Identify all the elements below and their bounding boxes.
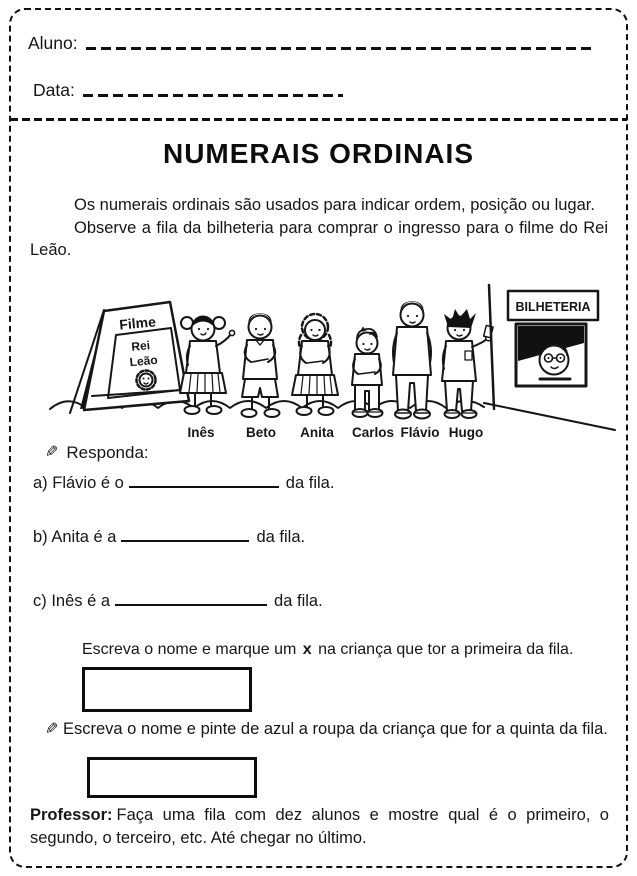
ticket-booth [508,291,598,386]
child-anita [292,314,338,415]
lion-face [137,371,156,390]
name-label-beto: Beto [246,425,276,440]
question-c [33,592,323,611]
page-title: NUMERAIS ORDINAIS [162,138,474,169]
question-b-suffix: da fila. [256,528,306,546]
task-first-x: x [302,641,312,658]
date-field [33,80,343,101]
ground-diagonal [484,403,615,430]
teacher-note-label: Professor: [30,806,113,824]
intro-text [30,194,608,262]
question-a-suffix: da fila. [285,474,335,492]
task-first-pre: Escreva o nome e marque um [82,641,297,658]
sign-text-leao: Leão [129,352,159,370]
question-c-prefix: c) Inês é a [33,592,111,610]
teacher-note [30,804,609,850]
child-hugo [442,309,493,418]
name-label-carlos: Carlos [351,425,395,440]
intro-paragraph-1: Os numerais ordinais são usados para indicar ordem, posição ou lugar. [74,196,595,214]
question-b-prefix: b) Anita é a [33,528,117,546]
booth-sign-label: BILHETERIA [515,300,591,314]
respond-heading [45,443,149,463]
header-separator [10,118,627,121]
question-a-prefix: a) Flávio é o [33,474,124,492]
date-label: Data: [33,80,75,100]
question-c-blank [115,592,267,606]
movie-sign [70,302,189,413]
task-fifth-text: Escreva o nome e pinte de azul a roupa da criança que for a quinta da fila. [63,720,608,738]
task-first-instruction [82,641,612,659]
wall-pole [489,285,494,409]
answer-box-fifth [87,757,257,798]
queue-illustration-svg [22,283,616,433]
task-fifth-instruction [45,718,609,740]
name-label-hugo: Hugo [448,425,484,440]
sign-text-rei: Rei [130,338,151,354]
sign-text-filme: Filme [118,313,157,333]
pencil-icon: ✎ [45,444,59,461]
question-c-suffix: da fila. [274,592,323,610]
name-label-flavio: Flávio [400,425,440,440]
student-name-field [28,33,594,54]
question-a [33,474,334,493]
date-fill-line [83,94,343,97]
pencil-icon: ✎ [45,721,59,738]
name-label-ines: Inês [187,425,215,440]
question-a-blank [129,474,279,488]
answer-box-first [82,667,252,712]
intro-paragraph-2: Observe a fila da bilheteria para comprar o ingresso para o filme do Rei Leão. [30,218,608,259]
child-flavio [393,301,431,419]
question-b-blank [121,528,249,542]
teacher-note-text: Faça uma fila com dez alunos e mostre qual é o primeiro, o segundo, o terceiro, etc. Até chegar no último. [30,806,609,847]
question-b [33,528,305,547]
name-label-anita: Anita [300,425,334,440]
respond-label: Responda: [66,443,149,462]
queue-illustration [22,283,616,445]
student-fill-line [86,47,594,50]
student-label: Aluno: [28,33,78,53]
task-first-post: na criança que tor a primeira da fila. [318,641,574,658]
